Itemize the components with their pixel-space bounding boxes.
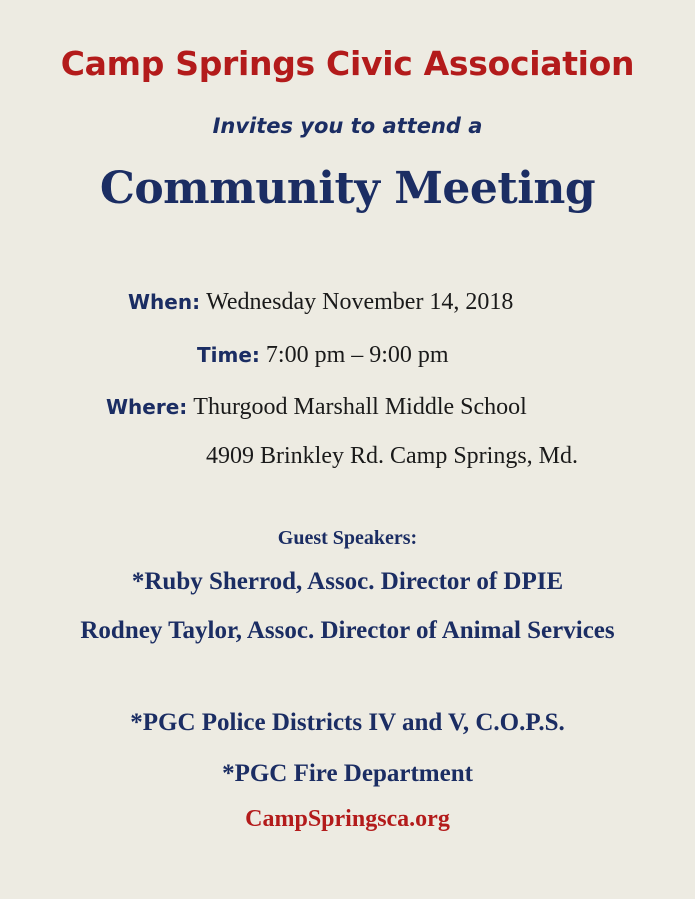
invite-line: Invites you to attend a <box>212 114 483 138</box>
when-value: Wednesday November 14, 2018 <box>206 289 514 315</box>
website-link[interactable]: CampSpringsca.org <box>245 806 450 832</box>
speaker-item: *PGC Fire Department <box>222 760 473 787</box>
where-line-1: Thurgood Marshall Middle School <box>193 394 527 420</box>
where-row <box>106 394 527 421</box>
speaker-item: Rodney Taylor, Assoc. Director of Animal Services <box>80 617 615 644</box>
time-row <box>197 342 449 369</box>
when-label: When: <box>128 290 201 314</box>
time-label: Time: <box>197 343 260 367</box>
speaker-item: *Ruby Sherrod, Assoc. Director of DPIE <box>131 568 564 595</box>
organization-name: Camp Springs Civic Association <box>60 44 635 83</box>
where-line-2: 4909 Brinkley Rd. Camp Springs, Md. <box>206 443 579 469</box>
guest-speakers-heading: Guest Speakers: <box>277 527 418 549</box>
event-title: Community Meeting <box>99 163 596 214</box>
when-row <box>128 289 513 316</box>
speaker-item: *PGC Police Districts IV and V, C.O.P.S. <box>130 709 565 736</box>
time-value: 7:00 pm – 9:00 pm <box>265 342 449 368</box>
where-label: Where: <box>106 395 188 419</box>
